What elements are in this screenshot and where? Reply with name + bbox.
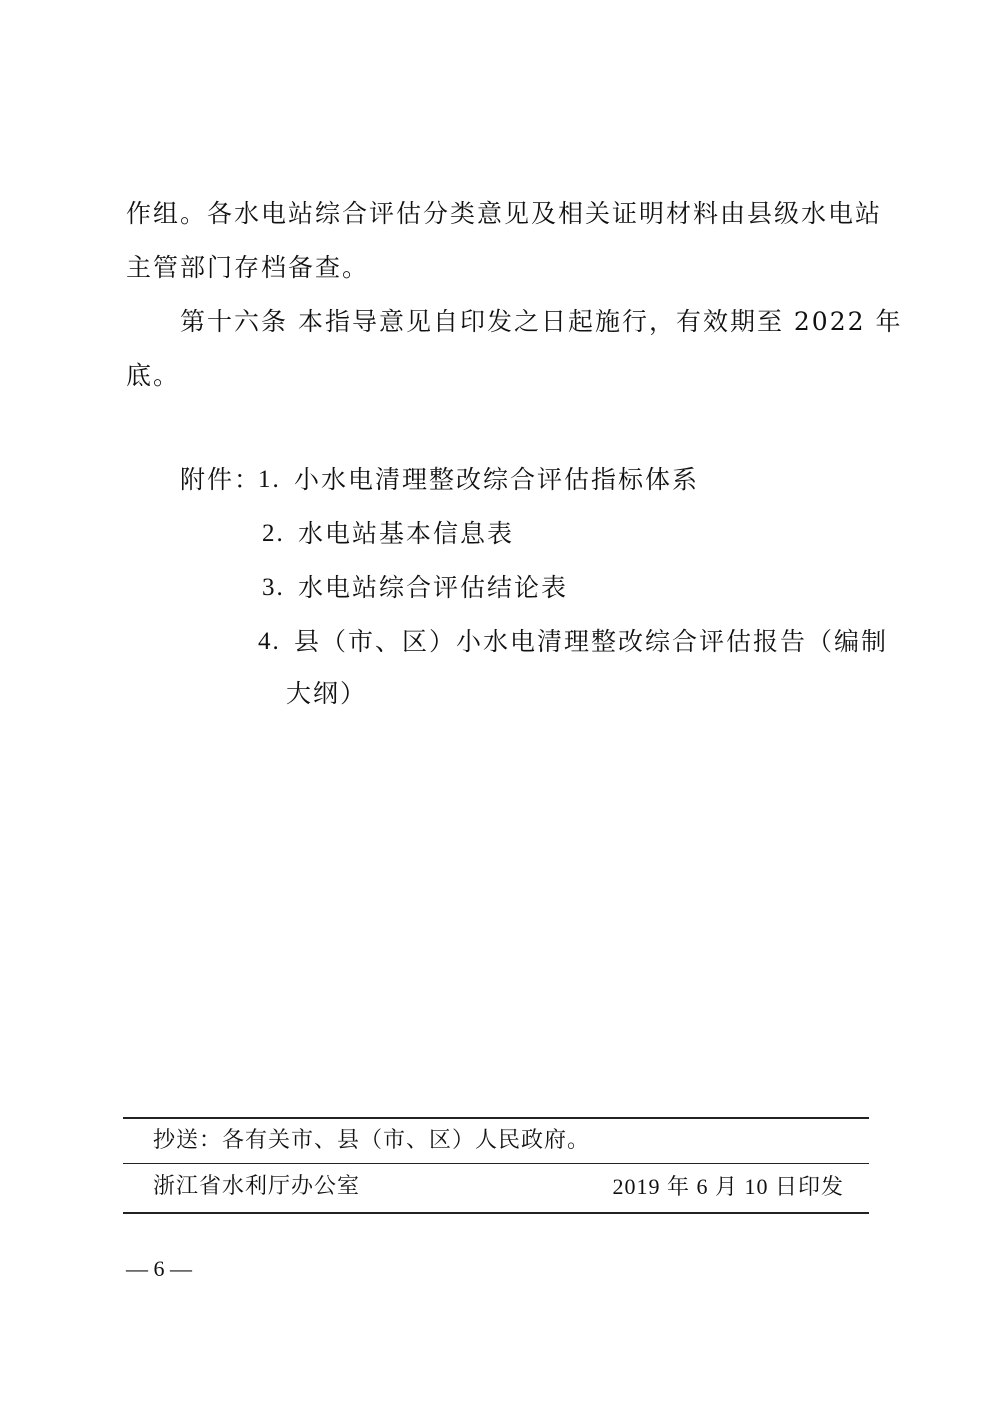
- paragraph-2-line-1: 第十六条 本指导意见自印发之日起施行，有效期至 2022 年: [180, 307, 903, 336]
- paragraph-2-line-2: 底。: [126, 361, 181, 390]
- footer-middle-rule: [123, 1163, 869, 1164]
- attachment-1-number: 1.: [258, 466, 281, 493]
- attachment-1-title: 小水电清理整改综合评估指标体系: [294, 465, 700, 494]
- page-number: — 6 —: [126, 1256, 192, 1281]
- attachment-3-number: 3.: [262, 574, 285, 601]
- attachments-label: 附件：: [180, 465, 262, 494]
- attachment-2-number: 2.: [262, 520, 285, 547]
- attachment-3-title: 水电站综合评估结论表: [298, 573, 569, 602]
- cc-line: 抄送：各有关市、县（市、区）人民政府。: [153, 1128, 591, 1153]
- paragraph-1-line-1: 作组。各水电站综合评估分类意见及相关证明材料由县级水电站: [126, 199, 883, 228]
- issue-date: 2019 年 6 月 10 日印发: [612, 1174, 844, 1199]
- attachment-4-title-continued: 大纲）: [286, 679, 368, 708]
- attachment-4-number: 4.: [258, 628, 281, 655]
- attachment-2-title: 水电站基本信息表: [298, 519, 515, 548]
- paragraph-1-line-2: 主管部门存档备查。: [126, 253, 370, 282]
- issuer: 浙江省水利厅办公室: [153, 1174, 361, 1199]
- attachment-4-title: 县（市、区）小水电清理整改综合评估报告（编制: [294, 627, 889, 656]
- footer-top-rule: [123, 1117, 869, 1119]
- footer-bottom-rule: [123, 1212, 869, 1214]
